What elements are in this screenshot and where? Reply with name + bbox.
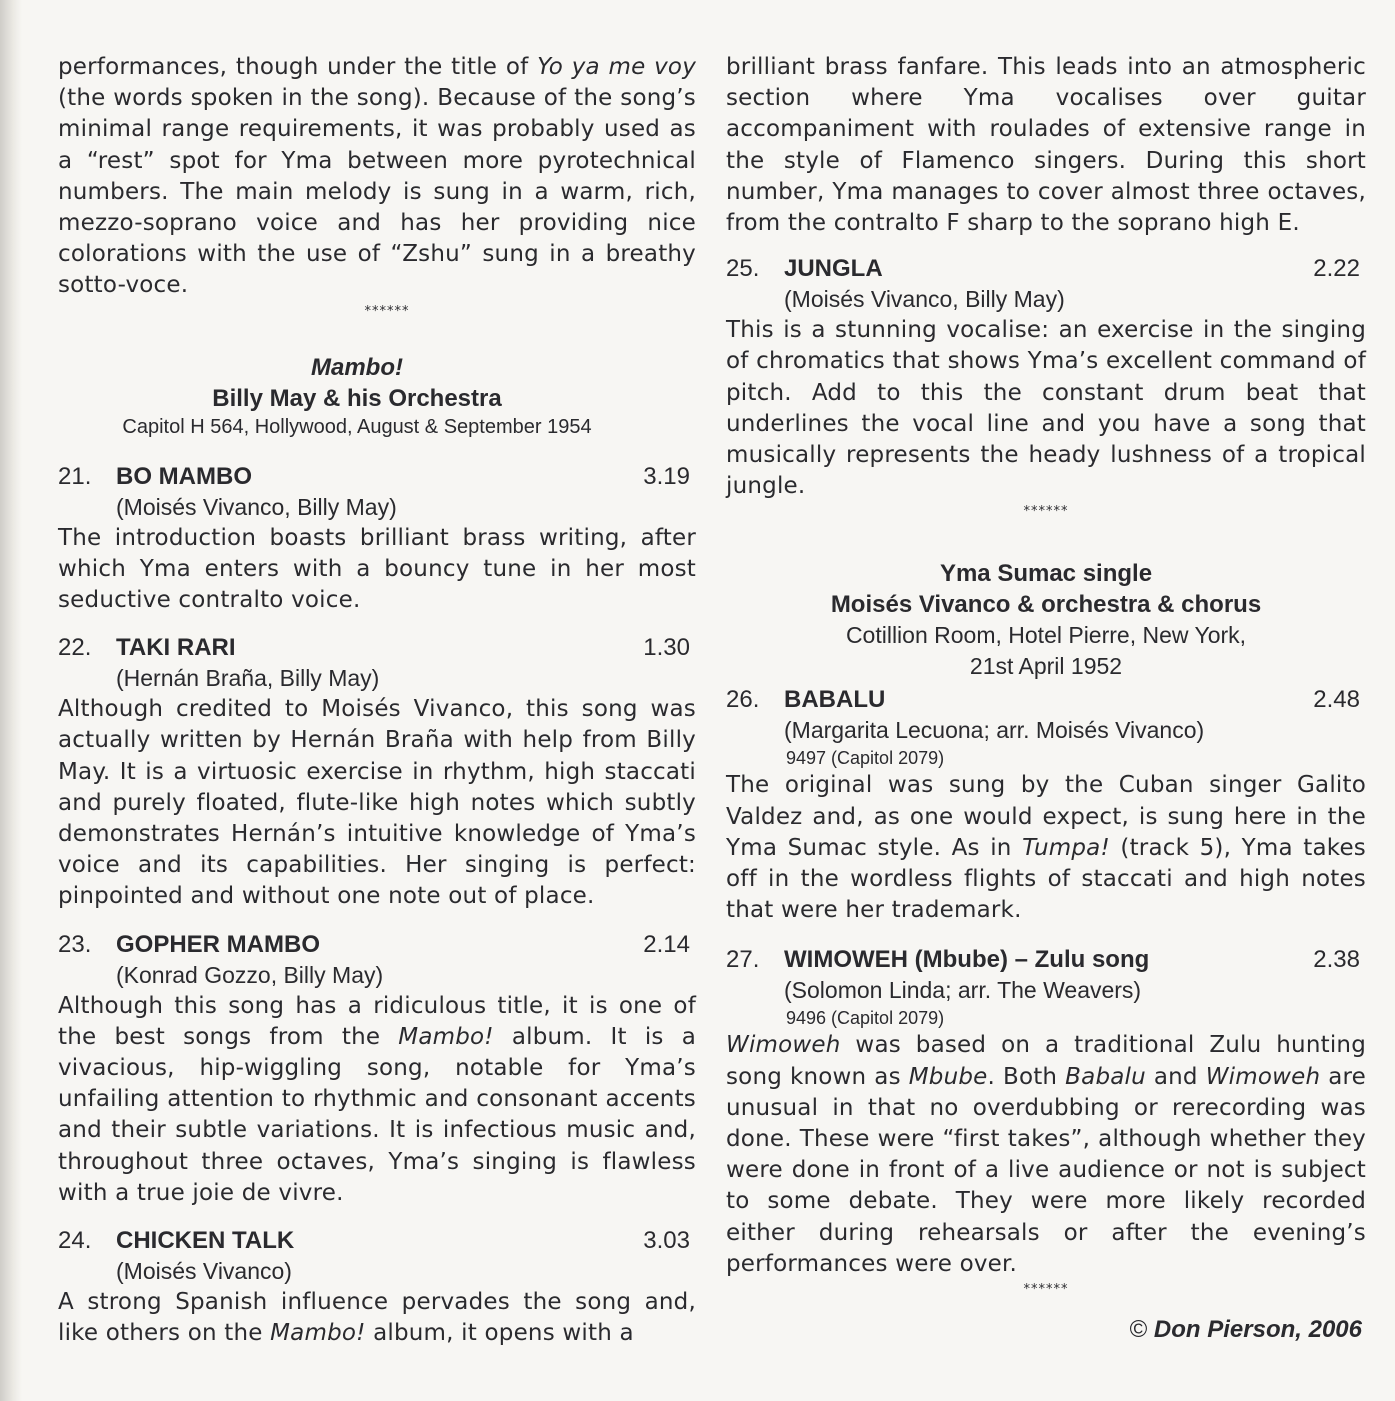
- track-number: 25.: [726, 255, 760, 283]
- copyright-line: [726, 1314, 1366, 1345]
- track-heading: [58, 1225, 696, 1256]
- track-duration: 2.48: [1313, 686, 1360, 714]
- track-22: [58, 632, 696, 912]
- track-number: 22.: [58, 634, 92, 662]
- track-description: The introduction boasts brilliant brass writing, after which Yma enters with a bouncy tune in her most seductive contralto voice.: [58, 524, 696, 614]
- track-credit: (Solomon Linda; arr. The Weavers): [784, 977, 1142, 1004]
- track-heading: [58, 929, 696, 960]
- track-title: WIMOWEH (Mbube) – Zulu song: [784, 946, 1150, 974]
- album-artist: Billy May & his Orchestra: [212, 384, 502, 412]
- track-title: BO MAMBO: [116, 462, 252, 490]
- page-fold-shadow: [0, 0, 22, 1401]
- track-credit: (Moisés Vivanco, Billy May): [784, 286, 1065, 313]
- track-description: Although credited to Moisés Vivanco, this song was actually written by Hernán Braña with help from Billy May. It is a virtuosic exercise in rhythm, high staccati and purely floated, flute-like high notes which subtly demonstrates Hernán’s intuitive knowledge of Yma’s voice and its capabilities. Her singing is perfect: pinpointed and without one note out of place.: [58, 696, 696, 910]
- track-description: A strong Spanish influence pervades the song and, like others on the Mambo! album, it opens with a: [58, 1289, 696, 1347]
- track-number: 21.: [58, 462, 92, 490]
- intro-paragraph: performances, though under the title of Yo ya me voy (the words spoken in the song). Because of the song’s minimal range requirements, it was probably used as a “rest” spot for Yma between more pyrotechnical numbers. The main melody is sung in a warm, rich, mezzo-soprano voice and has her providing nice colorations with the use of “Zshu” sung in a breathy sotto-voce.: [58, 54, 697, 299]
- track-number: 23.: [58, 930, 92, 958]
- left-column: [58, 52, 696, 1349]
- section-divider: ******: [364, 303, 410, 319]
- track-duration: 3.03: [643, 1227, 690, 1255]
- track-heading: [58, 461, 696, 492]
- track-credit: (Konrad Gozzo, Billy May): [116, 961, 384, 988]
- copyright-symbol: ©: [1129, 1316, 1148, 1344]
- album-header-single: [726, 558, 1366, 682]
- continued-paragraph: brilliant brass fanfare. This leads into an atmospheric section where Yma vocalises over guitar accompaniment with roulades of extensive range in the style of Flamenco singers. During this short number, Yma manages to cover almost three octaves, from the contralto F sharp to the soprano high E.: [726, 54, 1366, 237]
- track-title: BABALU: [784, 686, 886, 714]
- track-duration: 2.38: [1313, 946, 1360, 974]
- track-duration: 2.14: [643, 930, 690, 958]
- track-number: 24.: [58, 1227, 92, 1255]
- track-description: The original was sung by the Cuban singer Galito Valdez and, as one would expect, is sung here in the Yma Sumac style. As in Tumpa! (track 5), Yma takes off in the wordless flights of staccati and high notes that were her trademark.: [726, 772, 1366, 924]
- track-heading: [726, 944, 1366, 975]
- track-24: [58, 1225, 696, 1349]
- copyright-author: Don Pierson, 2006: [1153, 1316, 1362, 1344]
- album-info: Capitol H 564, Hollywood, August & September 1954: [122, 415, 592, 438]
- track-heading: [726, 253, 1366, 284]
- track-number: 27.: [726, 946, 760, 974]
- track-26: [726, 684, 1366, 926]
- track-title: CHICKEN TALK: [116, 1227, 295, 1255]
- track-credit: (Moisés Vivanco): [116, 1258, 292, 1285]
- album-header-mambo: [38, 352, 676, 441]
- track-title: JUNGLA: [784, 255, 883, 283]
- track-duration: 1.30: [643, 634, 690, 662]
- track-credit: (Hernán Braña, Billy May): [116, 665, 380, 692]
- track-catalog-number: 9496 (Capitol 2079): [786, 1008, 945, 1029]
- album-info-date: 21st April 1952: [969, 653, 1123, 680]
- track-27: [726, 944, 1366, 1280]
- track-heading: [726, 684, 1366, 715]
- track-21: [58, 461, 696, 617]
- track-number: 26.: [726, 686, 760, 714]
- track-title: GOPHER MAMBO: [116, 930, 320, 958]
- album-info-venue: Cotillion Room, Hotel Pierre, New York,: [845, 622, 1247, 649]
- track-duration: 3.19: [643, 462, 690, 490]
- section-divider: ******: [1023, 504, 1069, 520]
- track-duration: 2.22: [1313, 255, 1360, 283]
- album-title: Mambo!: [311, 353, 403, 381]
- track-heading: [58, 632, 696, 663]
- right-column: [726, 52, 1366, 1345]
- track-23: [58, 929, 696, 1209]
- section-divider: ******: [1023, 1282, 1069, 1298]
- track-description: This is a stunning vocalise: an exercise in the singing of chromatics that shows Yma’s excellent command of pitch. Add to this the constant drum beat that underlines the vocal line and you have a song that musically represents the heady lushness of a tropical jungle.: [726, 317, 1366, 500]
- track-catalog-number: 9497 (Capitol 2079): [786, 748, 945, 769]
- album-title: Yma Sumac single: [939, 560, 1153, 588]
- track-description: Although this song has a ridiculous title, it is one of the best songs from the Mambo! album. It is a vivacious, hip-wiggling song, notable for Yma’s unfailing attention to rhythmic and consonant accents and their subtle variations. It is infectious music and, throughout three octaves, Yma’s singing is flawless with a true joie de vivre.: [58, 992, 696, 1206]
- track-25: [726, 253, 1366, 502]
- track-description: Wimoweh was based on a traditional Zulu hunting song known as Mbube. Both Babalu and Wimoweh are unusual in that no overdubbing or rerecording was done. These were “first takes”, although whether they were done in front of a live audience or not is subject to some debate. They were more likely recorded either during rehearsals or after the evening’s performances were over.: [726, 1032, 1366, 1277]
- track-title: TAKI RARI: [116, 634, 236, 662]
- track-credit: (Moisés Vivanco, Billy May): [116, 493, 397, 520]
- album-artist: Moisés Vivanco & orchestra & chorus: [830, 591, 1262, 619]
- track-credit: (Margarita Lecuona; arr. Moisés Vivanco): [784, 717, 1205, 744]
